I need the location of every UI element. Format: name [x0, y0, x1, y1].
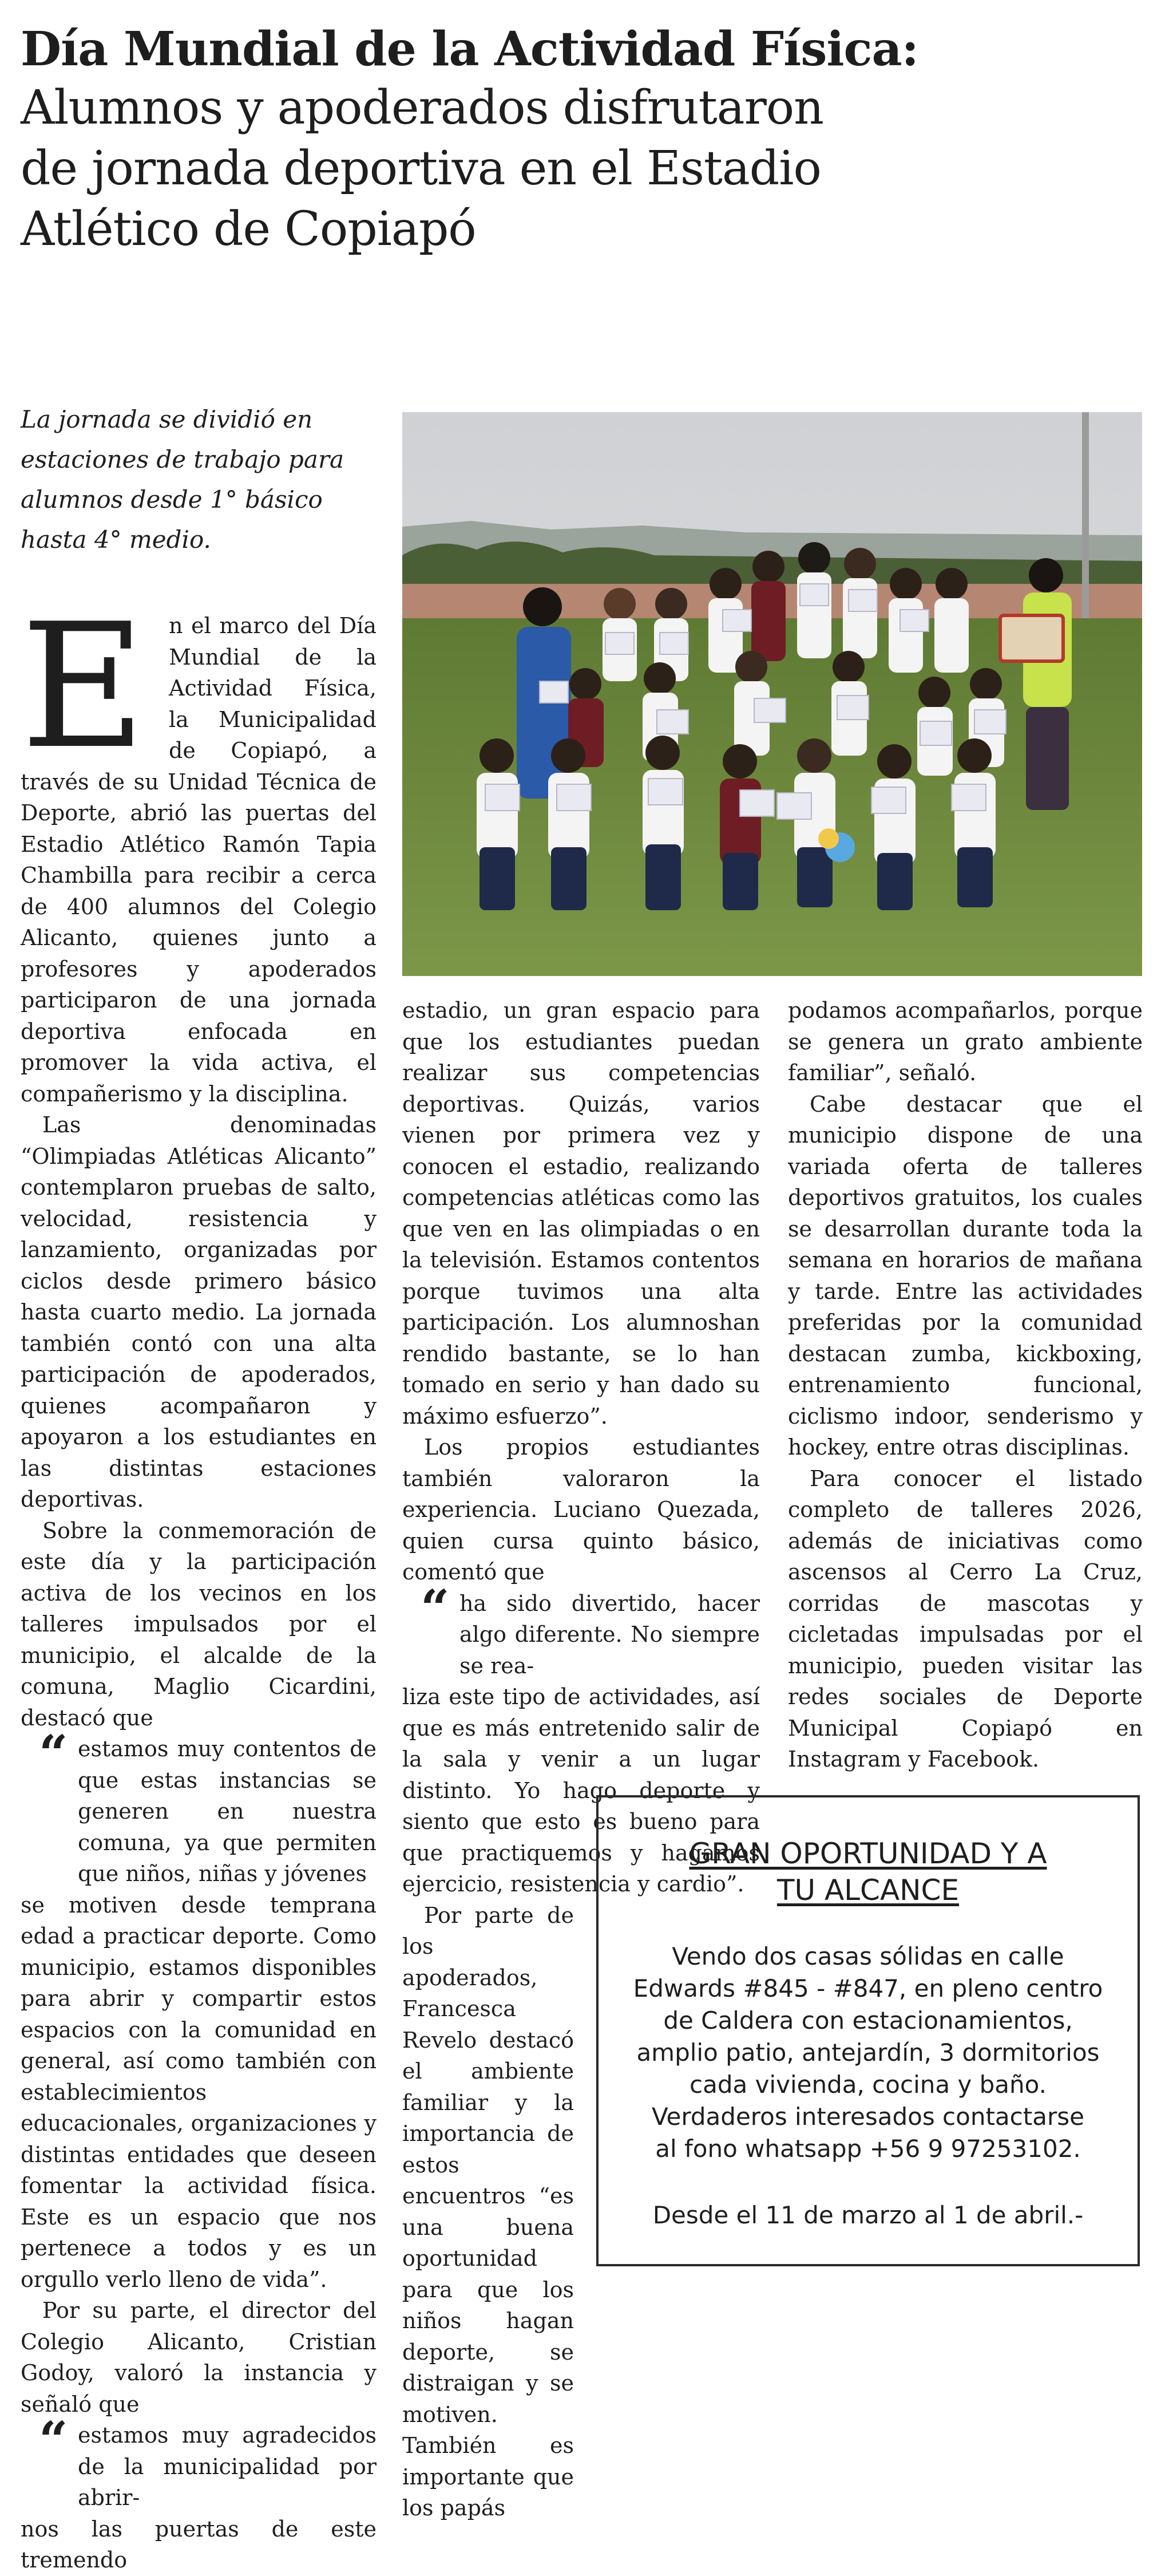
ad-body-line: Verdaderos interesados contactarse — [652, 2103, 1084, 2131]
quote-mark-icon: “ — [39, 1724, 68, 1783]
headline-title: Día Mundial de la Actividad Física: — [21, 22, 918, 77]
quote-mark-icon: “ — [421, 1578, 450, 1638]
article-paragraph: estadio, un gran espacio para que los estudiantes puedan realizar sus competencias deportivas. Quizás, varios vienen por primera vez y conocen el estadio, realizando competencias atléticas como las que ven en las olimpiadas o en la televisión. Estamos contentos porque tuvimos una alta participación. Los alumnoshan rendido bastante, se lo han tomado en serio y han dado su máximo esfuerzo”. — [402, 998, 760, 1429]
quote-mark-icon: “ — [39, 2410, 68, 2470]
quote-text-continued: se motiven desde temprana edad a practicar deporte. Como municipio, estamos disponibles para abrir y compartir estos espacios con la comunidad en general, así como también con establecimientos educacionales, organizaciones y distintas entidades que deseen fomentar la actividad física. Este es un espacio que nos pertenece a todos y es un orgullo verlo lleno de vida”. — [21, 1892, 377, 2292]
article-paragraph: Para conocer el listado completo de talleres 2026, además de iniciativas como ascensos al Cerro La Cruz, corridas de mascotas y cicletadas impulsadas por el municipio, pueden visitar las redes sociales de Deporte Municipal Copiapó en Instagram y Facebook. — [788, 1465, 1143, 1772]
ad-body-line: de Caldera con estacionamientos, — [663, 2006, 1073, 2034]
headline-subtitle-line-3: Atlético de Copiapó — [21, 202, 476, 256]
lead-line: alumnos desde 1° básico — [21, 485, 323, 513]
article-paragraph: n el marco del Día Mundial de la Actividad Física, la Municipalidad de Copiapó, a través de su Unidad Técnica de Deporte, abrió las puertas del Estadio Atlético Ramón Tapia Chambilla para recibir a cerca de 400 alumnos del Colegio Alicanto, quienes junto a profesores y apoderados participaron de una jornada deportiva enfocada en promover la vida activa, el compañerismo y la disciplina. — [21, 613, 377, 1107]
article-column-1 — [21, 587, 377, 2576]
ad-body — [599, 1941, 1138, 2165]
quote-text-continued: liza este tipo de actividades, así que es más entretenido salir de la sala y venir a un lugar distinto. Yo hago deporte y siento que esto es bueno para que practiquemos y hagamos ejercicio, resistencia y cardio”. — [402, 1684, 760, 1897]
lead-line: hasta 4° medio. — [21, 526, 211, 554]
pull-quote-mayor — [21, 1724, 377, 2295]
quote-text: estamos muy agradecidos de la municipalidad por abrir- — [78, 2423, 377, 2510]
quote-text-continued: nos las puertas de este tremendo — [21, 2516, 377, 2573]
article-paragraph: Los propios estudiantes también valoraron la experiencia. Luciano Quezada, quien cursa quinto básico, comentó que — [402, 1435, 760, 1585]
ad-title — [599, 1835, 1138, 1909]
quote-text: ha sido divertido, hacer algo diferente. No siempre se rea- — [459, 1590, 760, 1678]
article-paragraph: podamos acompañarlos, porque se genera un grato ambiente familiar”, señaló. — [788, 998, 1143, 1085]
quote-text: estamos muy contentos de que estas instancias se generen en nuestra comuna, ya que permiten que niños, niñas y jóvenes — [78, 1736, 377, 1886]
article-paragraph: Por su parte, el director del Colegio Alicanto, Cristian Godoy, valoró la instancia y señaló que — [21, 2298, 377, 2417]
ad-title-line: GRAN OPORTUNIDAD Y A — [689, 1837, 1047, 1870]
light-pole — [1082, 412, 1089, 618]
article-paragraph: Sobre la conmemoración de este día y la participación activa de los vecinos en los talleres impulsados por el municipio, el alcalde de la comuna, Maglio Cicardini, destacó que — [21, 1518, 377, 1730]
article-column-2 — [402, 995, 760, 2524]
classified-ad — [596, 1795, 1140, 2266]
article-paragraph: Cabe destacar que el municipio dispone de una variada oferta de talleres deportivos gratuitos, los cuales se desarrollan durante toda la semana en horarios de mañana y tarde. Entre las actividades preferidas por la comunidad destacan zumba, kickboxing, entrenamiento funcional, ciclismo indoor, senderismo y hockey, entre otras disciplinas. — [788, 1091, 1143, 1460]
group-photo-illustration — [402, 412, 1142, 976]
lead-line: estaciones de trabajo para — [21, 445, 344, 473]
ad-body-line: al fono whatsapp +56 9 97253102. — [655, 2135, 1081, 2163]
ad-date: Desde el 11 de marzo al 1 de abril.- — [652, 2201, 1084, 2229]
lead-line: La jornada se dividió en — [21, 405, 313, 433]
headline — [21, 21, 1142, 260]
ad-body-line: amplio patio, antejardín, 3 dormitorios — [636, 2038, 1100, 2067]
pull-quote-director — [21, 2410, 377, 2576]
ad-body-line: Vendo dos casas sólidas en calle — [672, 1942, 1064, 1970]
group-photo — [402, 412, 1142, 976]
ad-title-line: TU ALCANCE — [776, 1874, 960, 1907]
headline-subtitle-line-1: Alumnos y apoderados disfrutaron — [21, 81, 823, 135]
article-column-3 — [788, 995, 1143, 1775]
article-paragraph: Las denominadas “Olimpiadas Atléticas Alicanto” contemplaron pruebas de salto, velocidad, resistencia y lanzamiento, organizadas por ciclos desde primero básico hasta cuarto medio. La jornada también contó con una alta participación de apoderados, quienes acompañaron y apoyaron a los estudiantes en las distintas estaciones deportivas. — [21, 1112, 377, 1512]
headline-subtitle-line-2: de jornada deportiva en el Estadio — [21, 141, 821, 196]
ad-body-line: Edwards #845 - #847, en pleno centro — [633, 1974, 1103, 2002]
drop-cap: E — [21, 587, 146, 787]
article-paragraph: Por parte de los apoderados, Francesca Revelo destacó el ambiente familiar y la importancia de estos encuentros “es una buena oportunidad para que los niños hagan deporte, se distraigan y se motiven. También es importante que los papás — [402, 1902, 574, 2520]
lead-summary — [21, 400, 364, 560]
ad-body-line: cada vivienda, cocina y baño. — [690, 2071, 1047, 2099]
